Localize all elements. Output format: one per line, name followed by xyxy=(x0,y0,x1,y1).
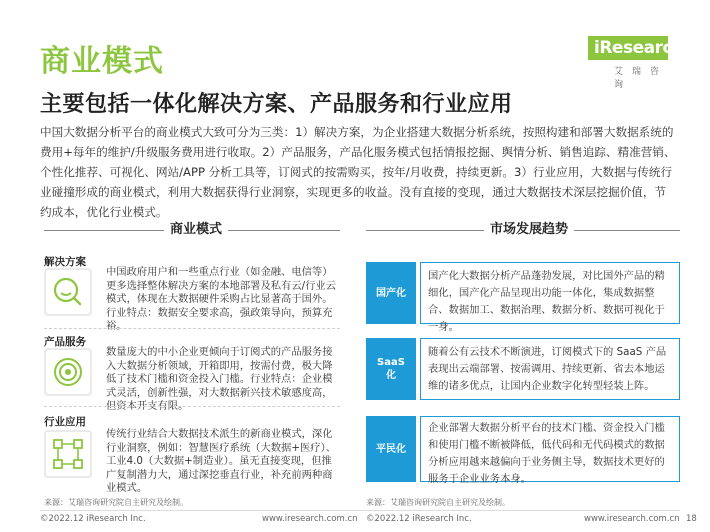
logo-brand: iResearch xyxy=(588,36,668,60)
intro-paragraph: 中国大数据分析平台的商业模式大致可分为三类：1）解决方案，为企业搭建大数据分析系统，按照构建和部署大数据系统的费用+每年的维护/升级服务费用进行收取。2）产品服务，产品化服务模式包括情报挖掘、舆情分析、销售追踪、精准营销、个性化推荐、可视化、网站/APP 分析工具等，订阅式的按需购买，按年/月收费，持续更新。3）行业应用，大数据与传统行业碰撞形成的商业模式，利用大数据获得行业洞察，实现更多的收益。没有直接的变现，通过大数据技术深层挖掘价值，节约成本，优化行业模式。 xyxy=(40,125,676,219)
source-note-left: 来源：艾瑞咨询研究院自主研究及绘制。 xyxy=(44,498,188,507)
section-label-industry: 行业应用 xyxy=(44,416,86,428)
section-body-products: 数量庞大的中小企业更倾向于订阅式的产品服务接入大数据分析领域，开箱即用，按需付费，极大降低了技术门槛和资金投入门槛。行业特点：企业模式灵活，创新性强，对大数据新兴技术敏感度高，但资本开支有限。 xyxy=(106,346,333,413)
page-subtitle: 主要包括一体化解决方案、产品服务和行业应用 xyxy=(40,92,513,117)
footer-divider xyxy=(40,510,680,511)
network-icon xyxy=(44,430,92,478)
footer-url-left[interactable]: www.iresearch.com.cn xyxy=(262,514,358,524)
trend-localization xyxy=(366,262,680,333)
left-column-header xyxy=(44,222,340,238)
section-body-solutions: 中国政府用户和一些重点行业（如金融、电信等）更多选择整体解决方案的本地部署及私有云/行业云模式，体现在大数据硬件采购占比显著高于国外。行业特点：数据安全要求高，强政策导向，预算充裕。 xyxy=(106,266,336,333)
divider xyxy=(44,406,340,407)
logo-subtext: 艾瑞咨询 xyxy=(614,67,669,90)
package-icon xyxy=(44,348,92,396)
footer-copyright-right: ©2022.12 iResearch Inc. xyxy=(366,514,472,524)
footer-copyright-left: ©2022.12 iResearch Inc. xyxy=(40,514,146,524)
left-column-title: 商业模式 xyxy=(164,222,228,238)
footer-url-right[interactable]: www.iresearch.com.cn xyxy=(584,514,680,524)
trend-text-saas: 随着公有云技术不断演进，订阅模式下的 SaaS 产品表现出云端部署、按需调用、持续更新、省去本地运维的诸多优点，让国内企业数字化转型轻装上阵。 xyxy=(428,346,667,392)
divider xyxy=(44,328,340,329)
right-column-header xyxy=(366,222,680,238)
page-title: 商业模式 xyxy=(40,44,164,79)
trend-saas xyxy=(366,338,680,400)
trend-tag-localization: 国产化 xyxy=(366,262,416,324)
search-chat-icon xyxy=(44,268,92,316)
page-number: 18 xyxy=(686,514,697,524)
iresearch-logo xyxy=(588,36,684,90)
section-label-products: 产品服务 xyxy=(44,336,86,348)
trend-tag-democratization: 平民化 xyxy=(366,416,416,482)
section-body-industry: 传统行业结合大数据技术派生的新商业模式，深化行业洞察，例如：智慧医疗系统（大数据+医疗）、工业4.0（大数据+制造业）。虽无直接变现，但推广复制潜力大，通过深挖垂直行业，补充前两种商业模式。 xyxy=(106,428,337,495)
section-label-solutions: 解决方案 xyxy=(44,256,86,268)
trend-tag-saas: SaaS化 xyxy=(366,338,416,400)
right-column-title: 市场发展趋势 xyxy=(484,222,574,238)
trend-text-localization: 国产化大数据分析产品蓬勃发展，对比国外产品的精细化，国产化产品呈现出功能一体化，集成数据整合、数据加工、数据治理、数据分析、数据可视化于一身。 xyxy=(428,270,665,333)
trend-democratization xyxy=(366,416,680,485)
source-note-right: 来源：艾瑞咨询研究院自主研究及绘制。 xyxy=(366,498,510,507)
trend-text-democratization: 企业部署大数据分析平台的技术门槛、资金投入门槛和使用门槛不断被降低，低代码和无代码模式的数据分析应用越来越偏向于业务侧主导，数据技术更好的服务于企业业务本身。 xyxy=(428,422,665,485)
